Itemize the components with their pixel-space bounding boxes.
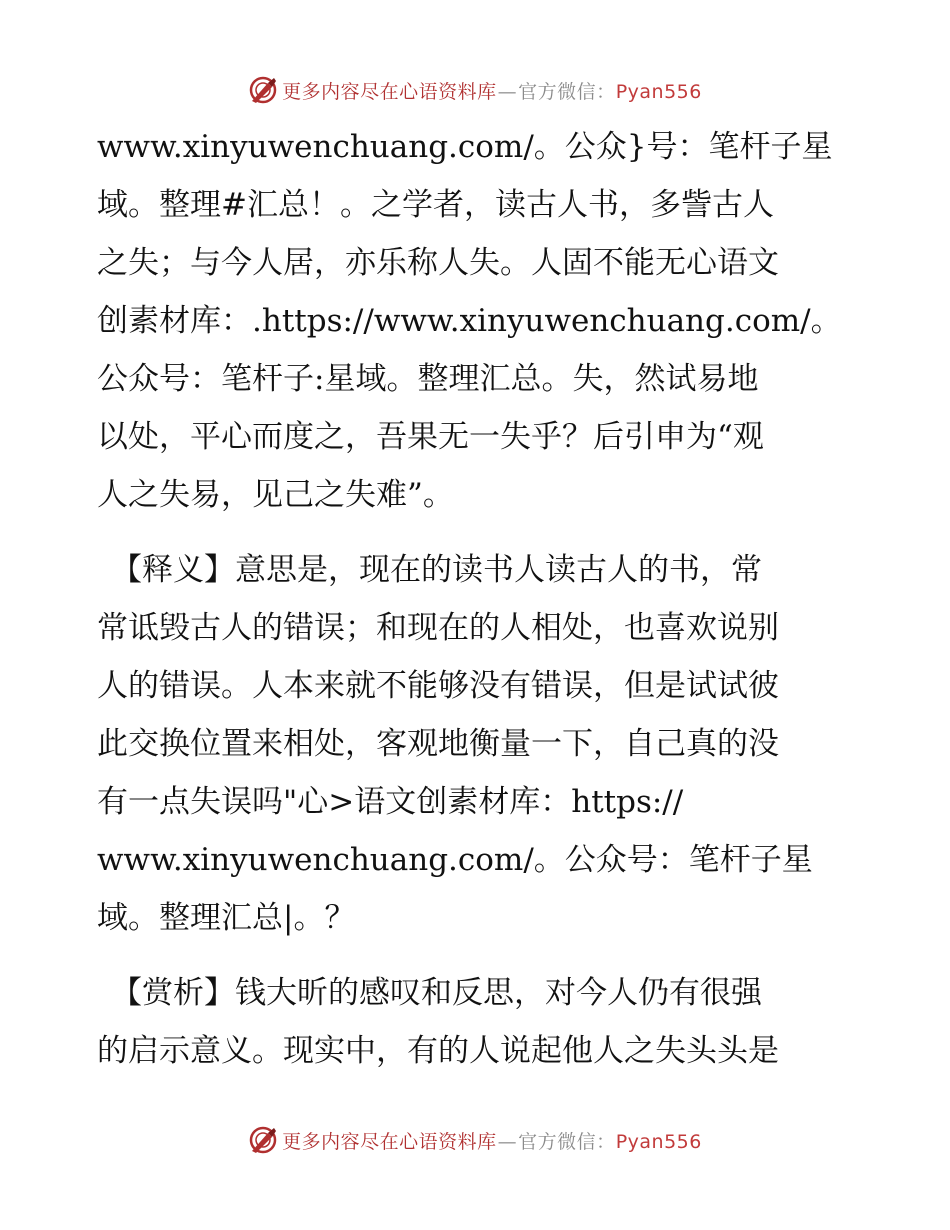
text-line: 域。整理汇总|。？ <box>97 900 356 936</box>
text-line: 人之失易，见己之失难”。 <box>97 477 454 513</box>
pen-logo-icon <box>248 1125 278 1155</box>
paragraph-appreciation <box>97 964 857 1080</box>
paragraph-gap <box>97 524 857 541</box>
paragraph-gap <box>97 947 857 964</box>
text-line: 创素材库：.https://www.xinyuwenchuang.com/。 <box>97 303 842 339</box>
header-slogan: 更多内容尽在心语资料库 <box>282 80 497 103</box>
header-dash: — <box>497 80 518 103</box>
footer-wechat-id: Pyan556 <box>615 1130 702 1153</box>
paragraph-explanation <box>97 541 857 947</box>
text-line: 常诋毁古人的错误；和现在的人相处，也喜欢说别 <box>97 610 779 646</box>
text-line: 【释义】意思是，现在的读书人读古人的书，常 <box>111 552 762 588</box>
text-line: 域。整理#汇总！。之学者，读古人书，多訾古人 <box>97 187 774 223</box>
footer-dash: — <box>497 1130 518 1153</box>
text-line: 有一点失误吗"心>语文创素材库：https:// <box>97 784 684 820</box>
header-banner-text <box>282 77 702 104</box>
text-line: www.xinyuwenchuang.com/。公众}号：笔杆子星 <box>97 129 833 165</box>
text-line: 的启示意义。现实中，有的人说起他人之失头头是 <box>97 1033 779 1069</box>
text-line: 公众号：笔杆子:星域。整理汇总。失，然试易地 <box>97 361 759 397</box>
text-line: 人的错误。人本来就不能够没有错误，但是试试彼 <box>97 668 779 704</box>
text-line: 之失；与今人居，亦乐称人失。人固不能无心语文 <box>97 245 779 281</box>
header-banner <box>0 70 950 110</box>
text-line: www.xinyuwenchuang.com/。公众号：笔杆子星 <box>97 842 813 878</box>
paragraph-origin <box>97 118 857 524</box>
footer-banner <box>0 1120 950 1160</box>
footer-slogan: 更多内容尽在心语资料库 <box>282 1130 497 1153</box>
footer-wechat-label: 官方微信： <box>518 1130 616 1153</box>
document-body <box>97 118 857 1080</box>
header-wechat-id: Pyan556 <box>615 80 702 103</box>
text-line: 此交换位置来相处，客观地衡量一下，自己真的没 <box>97 726 779 762</box>
header-wechat-label: 官方微信： <box>518 80 616 103</box>
footer-banner-text <box>282 1127 702 1154</box>
pen-logo-icon <box>248 75 278 105</box>
text-line: 【赏析】钱大昕的感叹和反思，对今人仍有很强 <box>111 975 762 1011</box>
text-line: 以处，平心而度之，吾果无一失乎？后引申为“观 <box>97 419 764 455</box>
